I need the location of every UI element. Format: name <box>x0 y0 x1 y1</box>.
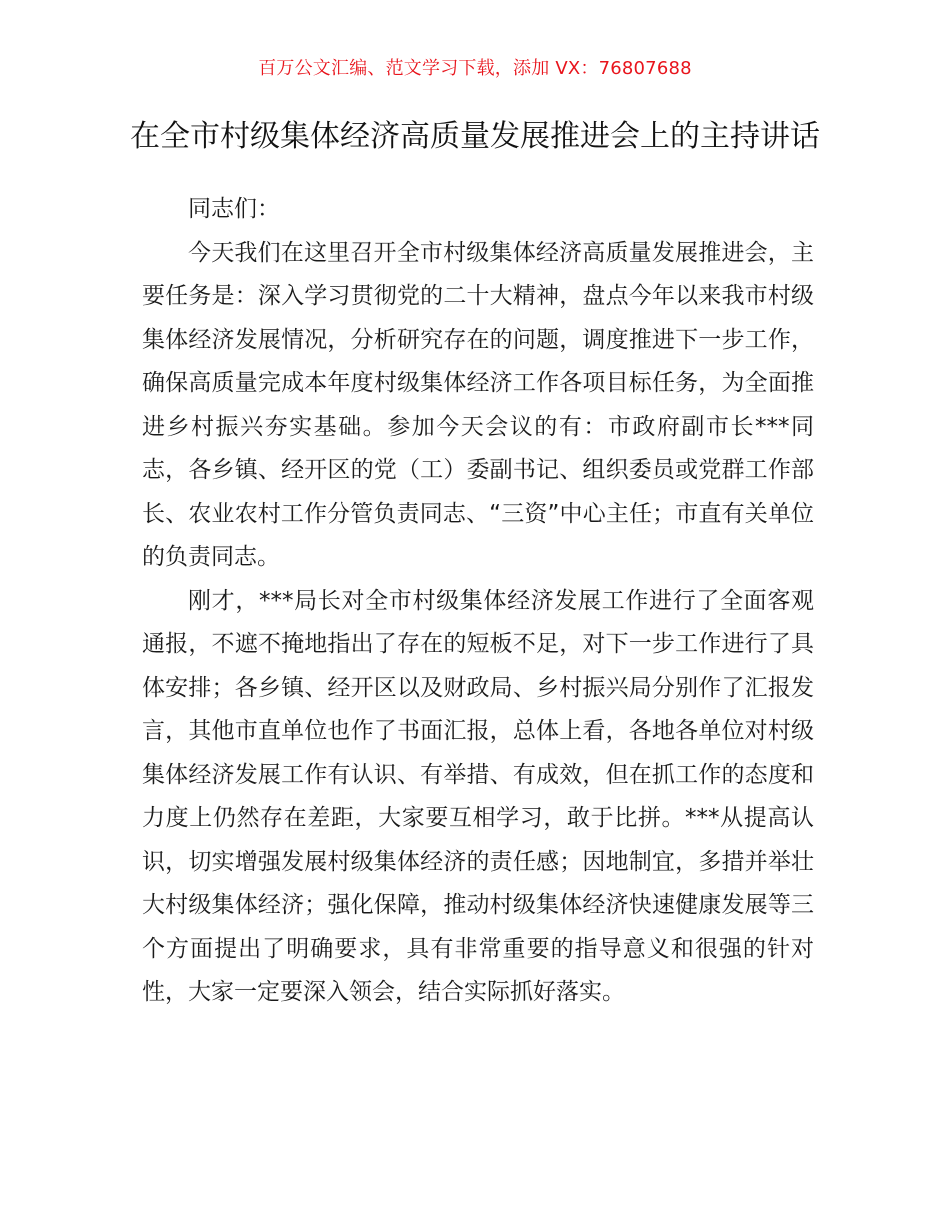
document-body <box>142 188 814 1015</box>
paragraph-1: 今天我们在这里召开全市村级集体经济高质量发展推进会，主要任务是：深入学习贯彻党的二十大精神，盘点今年以来我市村级集体经济发展情况，分析研究存在的问题，调度推进下一步工作，确保高质量完成本年度村级集体经济工作各项目标任务，为全面推进乡村振兴夯实基础。参加今天会议的有：市政府副市长***同志，各乡镇、经开区的党（工）委副书记、组织委员或党群工作部长、农业农村工作分管负责同志、“三资”中心主任；市直有关单位的负责同志。 <box>142 239 814 570</box>
paragraph-2: 刚才，***局长对全市村级集体经济发展工作进行了全面客观通报，不遮不掩地指出了存在的短板不足，对下一步工作进行了具体安排；各乡镇、经开区以及财政局、乡村振兴局分别作了汇报发言，其他市直单位也作了书面汇报，总体上看，各地各单位对村级集体经济发展工作有认识、有举措、有成效，但在抓工作的态度和力度上仍然存在差距，大家要互相学习，敢于比拼。***从提高认识，切实增强发展村级集体经济的责任感；因地制宜，多措并举壮大村级集体经济；强化保障，推动村级集体经济快速健康发展等三个方面提出了明确要求，具有非常重要的指导意义和很强的针对性，大家一定要深入领会，结合实际抓好落实。 <box>142 587 814 1005</box>
watermark-banner: 百万公文汇编、范文学习下载，添加 VX：76807688 <box>258 58 692 79</box>
document-title: 在全市村级集体经济高质量发展推进会上的主持讲话 <box>130 119 820 154</box>
salutation: 同志们： <box>188 196 280 222</box>
